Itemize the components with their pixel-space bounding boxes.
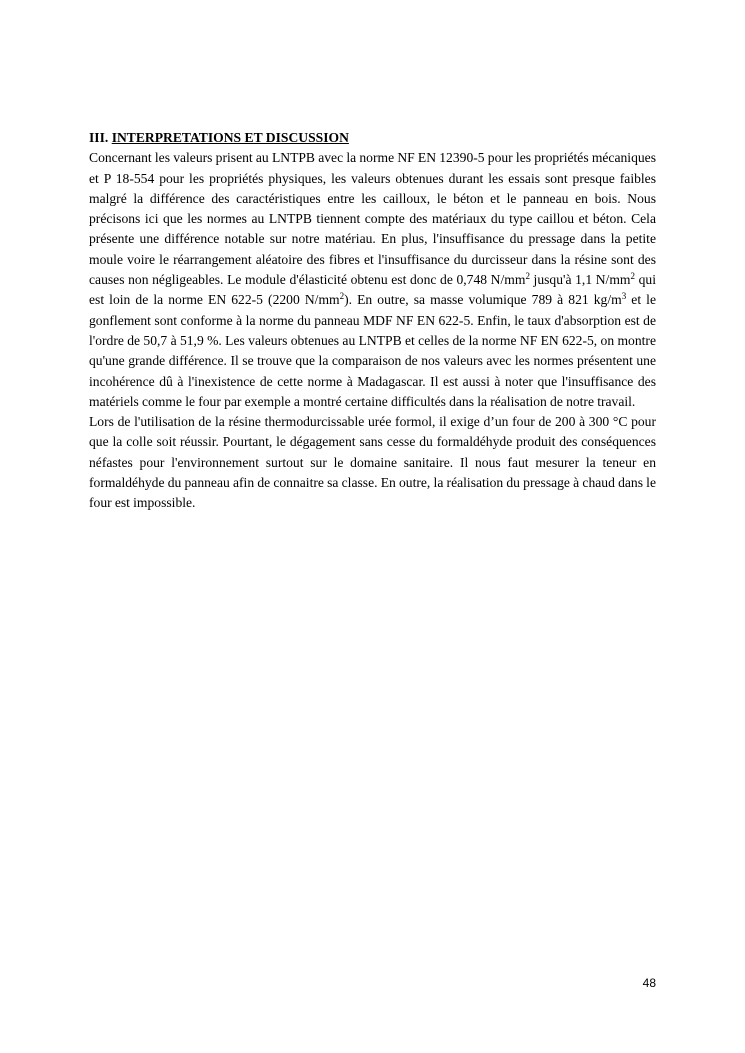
superscript-2: 2 <box>630 271 635 282</box>
section-number: III. <box>89 130 109 145</box>
page-content <box>89 128 656 514</box>
paragraph-text: ). En outre, sa masse volumique 789 à 821 kg/m <box>344 292 622 308</box>
paragraph-text: Concernant les valeurs prisent au LNTPB avec la norme NF EN 12390-5 pour les propriétés mécaniques et P 18-554 pour les propriétés physiques, les valeurs obtenues durant les essais sont presque faibles malgré la différence des caractéristiques entre les cailloux, le béton et le panneau en bois. Nous précisons ici que les normes au LNTPB tiennent compte des matériaux du type caillou et béton. Cela présente une différence notable sur notre matériau. En plus, l'insuffisance du pressage dans la petite moule voire le réarrangement aléatoire des fibres et l'insuffisance du durcisseur dans la résine sont des causes non négligeables. Le module d'élasticité obtenu est donc de 0,748 N/mm <box>89 150 656 288</box>
paragraph-interpretations <box>89 148 656 412</box>
superscript-2: 2 <box>339 291 345 302</box>
section-heading <box>89 128 656 148</box>
paragraph-text: qui est loin de la norme EN 622-5 (2200 N/mm <box>89 272 656 308</box>
section-title: INTERPRETATIONS ET DISCUSSION <box>111 130 349 145</box>
superscript-2: 2 <box>525 271 530 282</box>
paragraph-text: jusqu'à 1,1 N/mm <box>529 272 631 288</box>
paragraph-resin-usage: Lors de l'utilisation de la résine thermodurcissable urée formol, il exige d’un four de 200 à 300 °C pour que la colle soit réussir. Pourtant, le dégagement sans cesse du formaldéhyde produit des conséquences néfastes pour l'environnement surtout sur le domaine sanitaire. Il nous faut mesurer la teneur en formaldéhyde du panneau afin de connaitre sa classe. En outre, la réalisation du pressage à chaud dans le four est impossible. <box>89 414 656 511</box>
page-number: 48 <box>642 976 656 990</box>
superscript-3: 3 <box>621 291 627 302</box>
paragraph-text: et le gonflement sont conforme à la norme du panneau MDF NF EN 622-5. Enfin, le taux d'absorption est de l'ordre de 50,7 à 51,9 %. Les valeurs obtenues au LNTPB et celles de la norme NF EN 622-5, on montre qu'une grande différence. Il se trouve que la comparaison de nos valeurs avec les normes présentent une incohérence dû à l'inexistence de cette norme à Madagascar. Il est aussi à noter que l'insuffisance des matériels comme le four par exemple a montré certaine difficultés dans la réalisation de notre travail. <box>89 292 656 409</box>
